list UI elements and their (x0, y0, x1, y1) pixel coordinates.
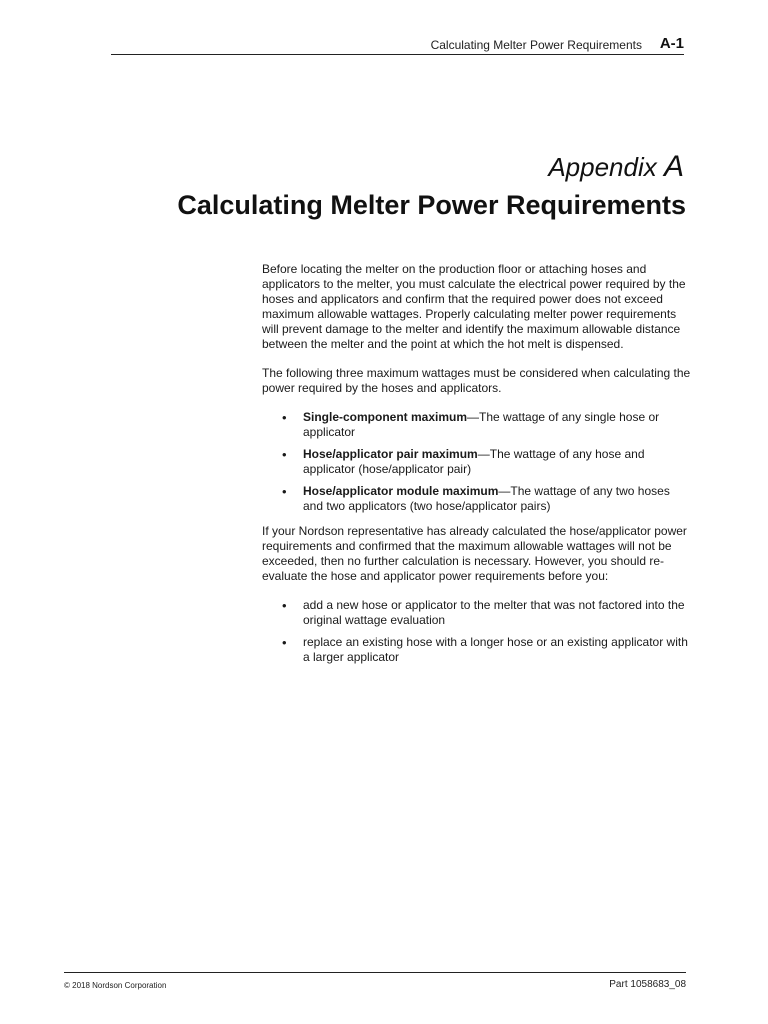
header-page-number: A-1 (659, 35, 684, 52)
bullet-icon: • (282, 635, 287, 650)
reevaluate-paragraph: If your Nordson representative has already calculated the hose/applicator power requirements and confirmed that the maximum allowable wattages will not be exceeded, then no further calculation is necessary. However, you should re-evaluate the hose and applicator power requirements before you: (262, 524, 687, 583)
wattage-list (262, 410, 692, 514)
list-item-text: —The wattage of any hose and applicator (hose/applicator pair) (303, 447, 645, 476)
list-item-text: —The wattage of any two hoses and two applicators (two hose/applicator pairs) (303, 484, 670, 513)
wattage-intro-paragraph: The following three maximum wattages must be considered when calculating the power required by the hoses and applicators. (262, 366, 691, 395)
page-title: Calculating Melter Power Requirements (177, 190, 686, 220)
header-title: Calculating Melter Power Requirements (430, 38, 642, 52)
bullet-icon: • (282, 447, 287, 462)
bullet-icon: • (282, 410, 287, 425)
list-item-term: Single-component maximum (303, 410, 468, 424)
list-item-term: Hose/applicator pair maximum (303, 447, 478, 461)
appendix-word: Appendix (548, 152, 657, 182)
reevaluate-list (262, 598, 692, 665)
list-item (262, 484, 692, 514)
appendix-label (548, 150, 684, 184)
list-item (262, 598, 692, 628)
list-item (262, 635, 692, 665)
bullet-icon: • (282, 484, 287, 499)
body-text (262, 262, 692, 675)
list-item-text: replace an existing hose with a longer hose or an existing applicator with a larger applicator (303, 635, 688, 664)
list-item (262, 410, 692, 440)
list-item-text: —The wattage of any single hose or applicator (303, 410, 660, 439)
footer-part-number: Part 1058683_08 (609, 979, 686, 990)
running-header (111, 34, 684, 55)
list-item-text: add a new hose or applicator to the melter that was not factored into the original wattage evaluation (303, 598, 685, 627)
list-item (262, 447, 692, 477)
footer-copyright: © 2018 Nordson Corporation (64, 981, 167, 990)
appendix-letter: A (663, 150, 684, 183)
intro-paragraph: Before locating the melter on the production floor or attaching hoses and applicators to the melter, you must calculate the electrical power required by the hoses and applicators and confirm that the required power does not exceed maximum allowable wattages. Properly calculating melter power requirements will prevent damage to the melter and identify the maximum allowable distance between the melter and the point at which the hot melt is dispensed. (262, 262, 686, 351)
page-footer (64, 972, 686, 993)
list-item-term: Hose/applicator module maximum (303, 484, 499, 498)
bullet-icon: • (282, 598, 287, 613)
